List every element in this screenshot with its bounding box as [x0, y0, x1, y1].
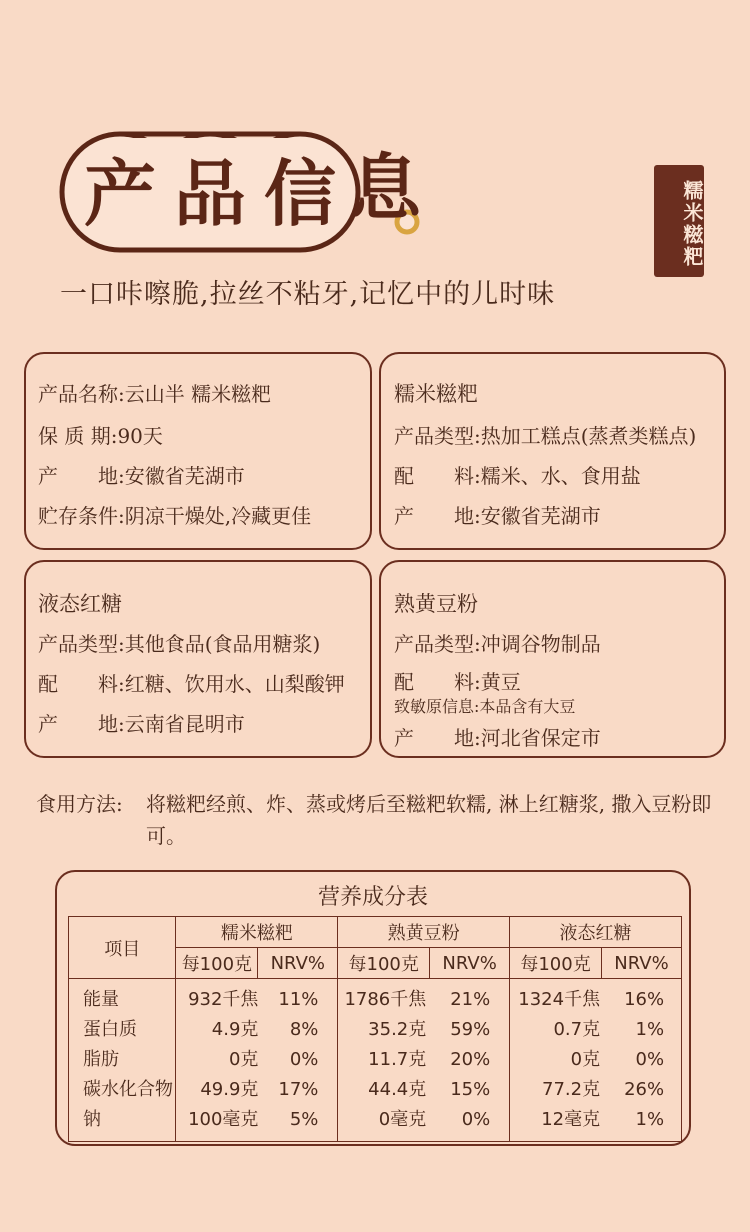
- info-row: 产 地:安徽省芜湖市: [394, 504, 601, 528]
- per100-value: 932千焦: [188, 989, 259, 1010]
- per100-value: 1786千焦: [344, 989, 427, 1010]
- item-name: 蛋白质: [83, 1019, 137, 1040]
- per100-value: 0克: [228, 1049, 259, 1070]
- info-box-ciba: [379, 352, 726, 550]
- per100-value: 12毫克: [541, 1109, 601, 1130]
- nrv-value: 21%: [450, 989, 491, 1010]
- nrv-value: 1%: [635, 1109, 665, 1130]
- per100-value: 0.7克: [553, 1019, 601, 1040]
- item-names: [69, 979, 176, 1142]
- info-row: 产品类型:其他食品(食品用糖浆): [38, 632, 321, 656]
- nrv-value: 26%: [624, 1079, 665, 1100]
- per100-value: 0克: [570, 1049, 601, 1070]
- per100-value: 4.9克: [211, 1019, 259, 1040]
- nrv-value: 11%: [278, 989, 319, 1010]
- box-title: 熟黄豆粉: [394, 592, 478, 616]
- info-row: 产 地:河北省保定市: [394, 726, 601, 750]
- sub-header: NRV%: [258, 948, 338, 979]
- per100-value: 49.9克: [200, 1079, 259, 1100]
- per100-value: 1324千焦: [518, 989, 601, 1010]
- info-row: 配 料:糯米、水、食用盐: [394, 464, 641, 488]
- usage-label: 食用方法:: [36, 792, 123, 816]
- nrv-value: 0%: [635, 1049, 665, 1070]
- nrv-value: 16%: [624, 989, 665, 1010]
- info-row: 产品名称:云山半 糯米糍粑: [38, 382, 272, 406]
- info-row: 产品类型:冲调谷物制品: [394, 632, 601, 656]
- info-row: 配 料:红糖、饮用水、山梨酸钾: [38, 672, 345, 696]
- slogan: 一口咔嚓脆,拉丝不粘牙,记忆中的儿时味: [60, 279, 556, 310]
- per100-value: 11.7克: [368, 1049, 427, 1070]
- product-values: [176, 979, 338, 1142]
- product-values: [510, 979, 682, 1142]
- info-box-general: [24, 352, 372, 550]
- nrv-value: 59%: [450, 1019, 491, 1040]
- item-name: 碳水化合物: [83, 1079, 173, 1100]
- page-title: [50, 130, 440, 260]
- sub-header: 每100克: [176, 948, 258, 979]
- sub-header: 每100克: [338, 948, 430, 979]
- per100-value: 100毫克: [188, 1109, 259, 1130]
- title-char-1: 产: [83, 151, 156, 236]
- per100-value: 35.2克: [368, 1019, 427, 1040]
- item-header: 项目: [69, 917, 176, 979]
- product-header: 熟黄豆粉: [338, 917, 510, 948]
- product-header: 液态红糖: [510, 917, 682, 948]
- per100-value: 44.4克: [368, 1079, 427, 1100]
- title-char-2: 品: [173, 151, 246, 236]
- box-title: 糯米糍粑: [394, 382, 478, 406]
- per100-value: 0毫克: [378, 1109, 427, 1130]
- info-row: 产品类型:热加工糕点(蒸煮类糕点): [394, 424, 697, 448]
- nutrition-table: [68, 916, 682, 1142]
- info-row: 产 地:安徽省芜湖市: [38, 464, 245, 488]
- item-name: 钠: [83, 1109, 101, 1130]
- info-row: 保 质 期:90天: [38, 424, 163, 448]
- info-row: 产 地:云南省昆明市: [38, 712, 245, 736]
- nrv-value: 1%: [635, 1019, 665, 1040]
- title-char-3: 信: [263, 151, 336, 236]
- nrv-value: 15%: [450, 1079, 491, 1100]
- info-row: 配 料:黄豆: [394, 670, 521, 694]
- nrv-value: 8%: [289, 1019, 319, 1040]
- item-name: 能量: [83, 989, 119, 1010]
- info-box-soy-flour: [379, 560, 726, 758]
- nrv-value: 0%: [461, 1109, 491, 1130]
- product-values: [338, 979, 510, 1142]
- info-row: 贮存条件:阴凉干燥处,冷藏更佳: [38, 504, 312, 528]
- nrv-value: 0%: [289, 1049, 319, 1070]
- box-title: 液态红糖: [38, 592, 122, 616]
- nutrition-title: 营养成分表: [317, 885, 428, 910]
- nrv-value: 5%: [289, 1109, 319, 1130]
- product-seal: 糯米糍粑: [654, 165, 704, 277]
- nrv-value: 17%: [278, 1079, 319, 1100]
- info-row-allergen: 致敏原信息:本品含有大豆: [394, 697, 576, 716]
- per100-value: 77.2克: [542, 1079, 601, 1100]
- nrv-value: 20%: [450, 1049, 491, 1070]
- info-box-syrup: [24, 560, 372, 758]
- sub-header: 每100克: [510, 948, 602, 979]
- product-header: 糯米糍粑: [176, 917, 338, 948]
- sub-header: NRV%: [430, 948, 510, 979]
- item-name: 脂肪: [83, 1049, 119, 1070]
- sub-header: NRV%: [602, 948, 682, 979]
- usage-text: 将糍粑经煎、炸、蒸或烤后至糍粑软糯, 淋上红糖浆, 撒入豆粉即可。: [146, 792, 712, 848]
- title-char-4: 息: [348, 145, 421, 230]
